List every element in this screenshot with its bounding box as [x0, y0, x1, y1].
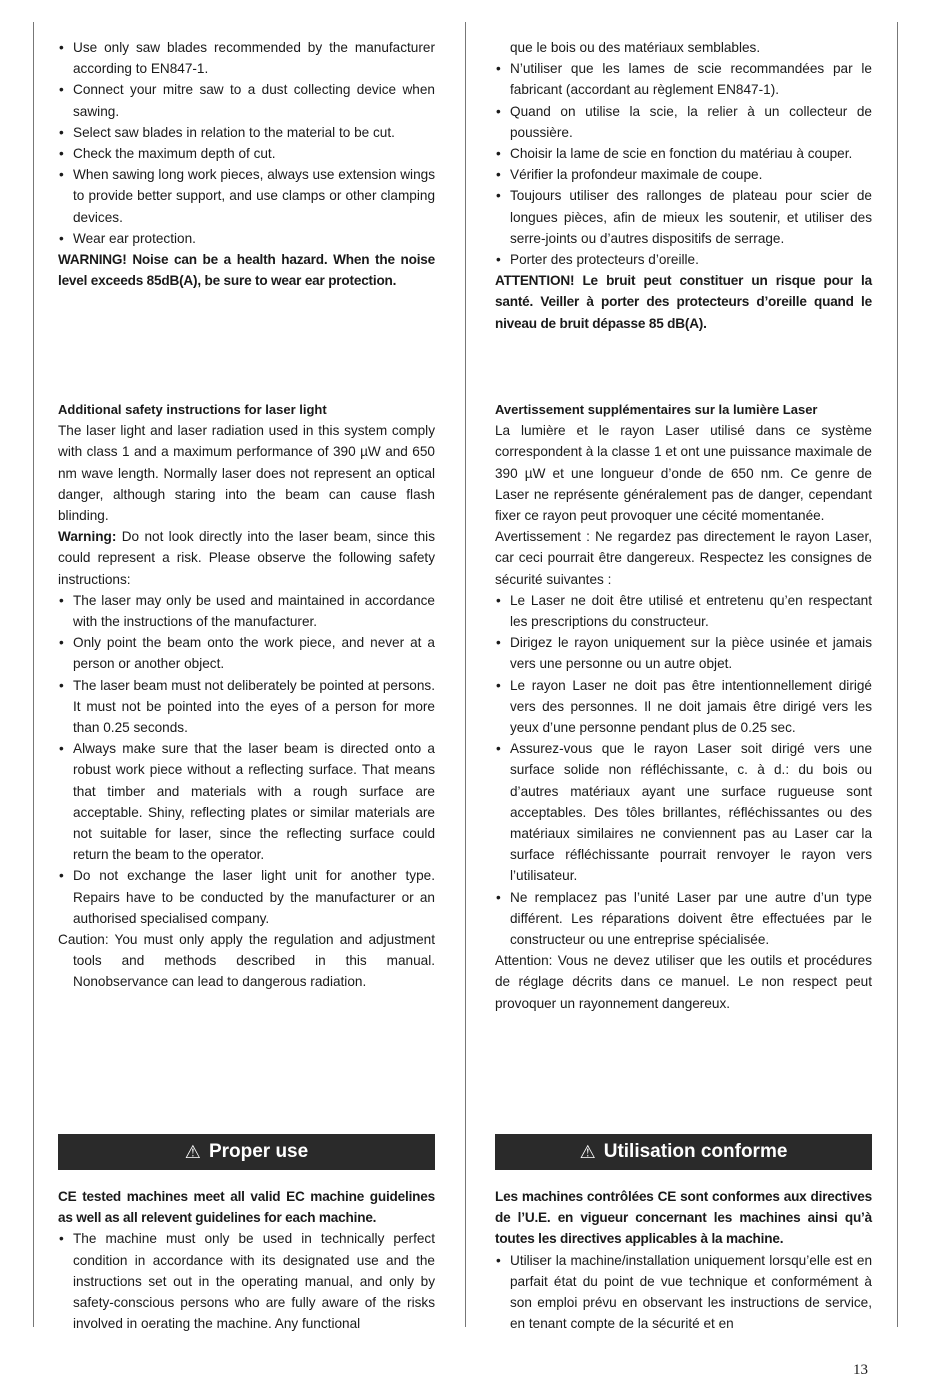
laser-warning [58, 526, 435, 590]
left-proper-use-section [58, 1186, 435, 1334]
noise-warning: WARNING! Noise can be a health hazard. When the noise level exceeds 85dB(A), be sure to wear ear protection. [58, 252, 435, 289]
left-laser-section [58, 399, 435, 993]
proper-use-list [58, 1228, 435, 1334]
list-item: • Vérifier la profondeur maximale de coupe. [495, 164, 872, 185]
list-item: • The machine must only be used in technically perfect condition in accordance with its designated use and the instructions set out in the operating manual, and only by safety-conscious persons who are fully aware of the risks involved in oerating the machine. Any functional [58, 1228, 435, 1334]
list-item: • Utiliser la machine/installation uniquement lorsqu’elle est en parfait état du point de vue technique et conformément à son emploi prévu en observant les instructions de service, en tenant compte de la sécurité et en [495, 1250, 872, 1335]
list-item: • The laser beam must not deliberately be pointed at persons. It must not be pointed into the eyes of a person for more than 0.25 seconds. [58, 675, 435, 739]
right-top-bullet-list [495, 58, 872, 270]
laser-caution: Caution: You must only apply the regulation and adjustment tools and methods described in this manual. Nonobservance can lead to dangerous radiation. [58, 932, 435, 990]
list-item: • Ne remplacez pas l’unité Laser par une autre d’un type différent. Les réparations doivent être effectuées par le constructeur ou une entreprise spécialisée. [495, 887, 872, 951]
list-item: • Wear ear protection. [58, 228, 435, 249]
noise-warning: ATTENTION! Le bruit peut constituer un risque pour la santé. Veiller à porter des protecteurs d’oreille quand le niveau de bruit dépasse 85 dB(A). [495, 273, 872, 331]
left-top-section [58, 37, 435, 291]
list-item: • Use only saw blades recommended by the manufacturer according to EN847-1. [58, 37, 435, 79]
list-item: • Toujours utiliser des rallonges de plateau pour scier de longues pièces, afin de mieux les soutenir, et utiliser des serre-joints ou d’autres dispositifs de serrage. [495, 185, 872, 249]
laser-warning: Avertissement : Ne regardez pas directement le rayon Laser, car ceci pourrait être dangereux. Respectez les consignes de sécurité suivantes : [495, 529, 872, 587]
right-margin-rule [897, 22, 898, 1327]
warning-triangle-icon: ⚠ [579, 1141, 596, 1163]
list-item: • The laser may only be used and maintained in accordance with the instructions of the manufacturer. [58, 590, 435, 632]
list-item: • Only point the beam onto the work piece, and never at a person or another object. [58, 632, 435, 674]
list-item: • Connect your mitre saw to a dust collecting device when sawing. [58, 79, 435, 121]
laser-bullet-list [58, 590, 435, 929]
list-item: • Select saw blades in relation to the material to be cut. [58, 122, 435, 143]
proper-use-intro: Les machines contrôlées CE sont conformes aux directives de l’U.E. en vigueur concernant les machines ainsi qu’à toutes les directives applicables à la machine. [495, 1189, 872, 1247]
laser-bullet-list [495, 590, 872, 950]
list-item: • Check the maximum depth of cut. [58, 143, 435, 164]
proper-use-intro: CE tested machines meet all valid EC machine guidelines as well as all relevent guidelines for each machine. [58, 1189, 435, 1226]
page-number: 13 [853, 1362, 868, 1378]
laser-intro: The laser light and laser radiation used in this system comply with class 1 and a maximum performance of 390 µW and 650 nm wave length. Normally laser does not represent an optical danger, although staring into the beam can cause flash blinding. [58, 423, 435, 524]
laser-intro: La lumière et le rayon Laser utilisé dans ce système correspondent à la classe 1 et ont une puissance maximale de 390 µW et une longueur d’onde de 650 nm. Ce genre de Laser ne représente généralement pas de danger, cependant fixer ce rayon peut provoquer une cécité momentanée. [495, 423, 872, 524]
list-item: • Choisir la lame de scie en fonction du matériau à couper. [495, 143, 872, 164]
list-item: • N’utiliser que les lames de scie recommandées par le fabricant (accordant au règlement EN847-1). [495, 58, 872, 100]
proper-use-banner [58, 1134, 435, 1170]
left-top-bullet-list [58, 37, 435, 249]
banner-title: Utilisation conforme [603, 1141, 788, 1162]
list-item: • Always make sure that the laser beam is directed onto a robust work piece without a reflecting surface. That means that timber and materials with a rough surface are acceptable. Shiny, reflecting plates or similar materials are not suitable for laser, since the reflecting surface could return the beam to the operator. [58, 738, 435, 865]
right-laser-section [495, 399, 872, 1014]
right-top-section [495, 37, 872, 334]
banner-title: Proper use [208, 1141, 309, 1162]
list-item: • Quand on utilise la scie, la relier à un collecteur de poussière. [495, 101, 872, 143]
warning-triangle-icon: ⚠ [184, 1141, 201, 1163]
continuation-text: que le bois ou des matériaux semblables. [510, 40, 761, 55]
list-item: • Porter des protecteurs d’oreille. [495, 249, 872, 270]
list-item: • Le rayon Laser ne doit pas être intentionnellement dirigé vers des personnes. Il ne doit jamais être dirigé vers les yeux d’une personne pendant plus de 0.25 sec. [495, 675, 872, 739]
list-item: • Dirigez le rayon uniquement sur la pièce usinée et jamais vers une personne ou un autre objet. [495, 632, 872, 674]
list-item: • Assurez-vous que le rayon Laser soit dirigé vers une surface solide non réfléchissante, c. à d.: du bois ou d’autres matériaux ayant une surface rugueuse sont acceptables. Des tôles brillantes, réfléchissantes ou des matériaux similaires ne conviennent pas au Laser car la surface réfléchissante pourrait renvoyer le rayon vers l’utilisateur. [495, 738, 872, 886]
proper-use-list [495, 1250, 872, 1335]
list-item: • When sawing long work pieces, always use extension wings to provide better support, and use clamps or other clamping devices. [58, 164, 435, 228]
laser-attention: Attention: Vous ne devez utiliser que les outils et procédures de réglage décrits dans ce manuel. Le non respect peut provoquer un rayonnement dangereux. [495, 953, 872, 1011]
laser-heading: Additional safety instructions for laser light [58, 402, 327, 417]
laser-warning-text: Do not look directly into the laser beam, since this could represent a risk. Please observe the following safety instructions: [58, 529, 435, 587]
right-proper-use-section [495, 1186, 872, 1334]
list-item: • Do not exchange the laser light unit for another type. Repairs have to be conducted by the manufacturer or an authorised specialised company. [58, 865, 435, 929]
left-margin-rule [33, 22, 34, 1327]
column-divider-rule [465, 22, 466, 1327]
utilisation-conforme-banner [495, 1134, 872, 1170]
laser-heading: Avertissement supplémentaires sur la lumière Laser [495, 402, 818, 417]
list-item: • Le Laser ne doit être utilisé et entretenu qu’en respectant les prescriptions du constructeur. [495, 590, 872, 632]
laser-warning-label: Warning: [58, 529, 117, 545]
